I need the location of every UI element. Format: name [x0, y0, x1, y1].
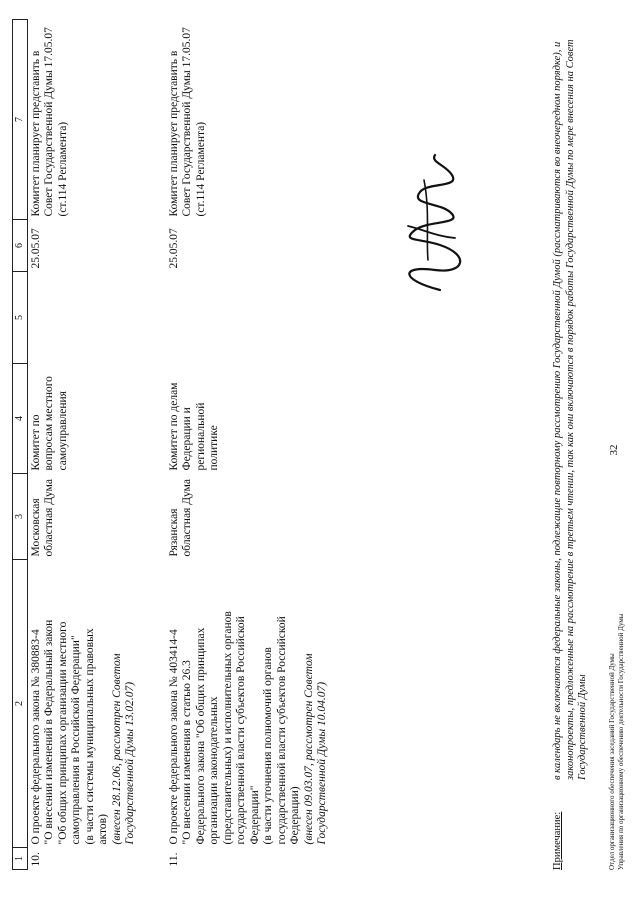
bill-title [27, 560, 138, 848]
note-text: в календарь не включаются федеральные законы, подлежащие повторному рассмотрению Государственной Думой (рассматриваются во внеочередном порядке), и законопроекты, предложенные на рассмотрение в третьем чтении, так как они включаются в порядок работы Государственной Думы по мере внесения на Совет Государственной Думы [552, 39, 588, 780]
title-line: Федерации) [289, 786, 301, 845]
title-line: государственной власти субъектов Российской [275, 616, 288, 845]
title-line: (в части уточнения полномочий органов [262, 647, 274, 845]
header-row [13, 20, 28, 870]
title-line: Федерации" [248, 785, 261, 845]
initiator: Московская областная Дума [29, 479, 55, 557]
col-header-5: 5 [13, 272, 28, 364]
title-line: (в части системы муниципальных правовых [83, 628, 96, 845]
date: 25.05.07 [167, 228, 180, 269]
submission-note: (внесен 28.12.06, рассмотрен Советом [110, 653, 123, 845]
bills-table [12, 19, 330, 870]
col5-value [27, 272, 138, 364]
bill-title [166, 560, 330, 848]
comment: Комитет планирует представить в Совет Государственной Думы 17.05.07 (ст.114 Регламента) [29, 27, 69, 217]
col-header-1: 1 [13, 848, 28, 870]
row-number: 11. [167, 852, 180, 867]
title-line: О проекте федерального закона № 380883-4 [29, 629, 42, 845]
table-row [166, 20, 330, 870]
footer-line: Управления по организационному обеспечению деятельности Государственной Думы [616, 613, 625, 870]
committee: Комитет по вопросам местного самоуправления [29, 376, 69, 471]
footer-line: Отдел организационного обеспечения заседаний Государственной Думы [608, 653, 616, 870]
title-line: актов) [97, 814, 109, 845]
title-line: самоуправления в Российской Федерации" [70, 635, 82, 845]
submission-note: (внесен 09.03.07, рассмотрен Советом [302, 653, 315, 845]
note-label: Примечание: [552, 811, 563, 870]
committee: Комитет по делам Федерации и региональной политике [167, 382, 220, 471]
col-header-6: 6 [13, 220, 28, 272]
title-line: (представительных) и исполнительных органов [221, 611, 234, 845]
col-header-7: 7 [13, 20, 28, 220]
table-row [27, 20, 138, 870]
title-line: О проекте федерального закона № 403414-4 [167, 629, 180, 845]
title-line: Федерального закона "Об общих принципах [194, 627, 207, 845]
row-number: 10. [29, 852, 42, 867]
col-header-2: 2 [13, 560, 28, 848]
title-line: организации законодательных [208, 696, 220, 845]
comment: Комитет планирует представить в Совет Государственной Думы 17.05.07 (ст.114 Регламента) [167, 27, 207, 217]
signature-image [380, 150, 490, 300]
col5-value [166, 272, 330, 364]
date: 25.05.07 [29, 228, 42, 269]
page-number: 32 [608, 444, 620, 456]
footer [608, 614, 625, 870]
title-line: государственной власти субъектов Российской [235, 616, 247, 845]
col-header-3: 3 [13, 474, 28, 560]
col-header-4: 4 [13, 364, 28, 474]
initiator: Рязанская областная Дума [167, 479, 193, 557]
title-line: "О внесении изменений в Федеральный закон [43, 619, 55, 845]
title-line: "О внесении изменения в статью 26.3 [181, 660, 193, 845]
submission-note: Государственной Думы 13.02.07) [124, 681, 136, 845]
submission-note: Государственной Думы 10.04.07) [316, 681, 328, 845]
title-line: "Об общих принципах организации местного [56, 621, 69, 845]
